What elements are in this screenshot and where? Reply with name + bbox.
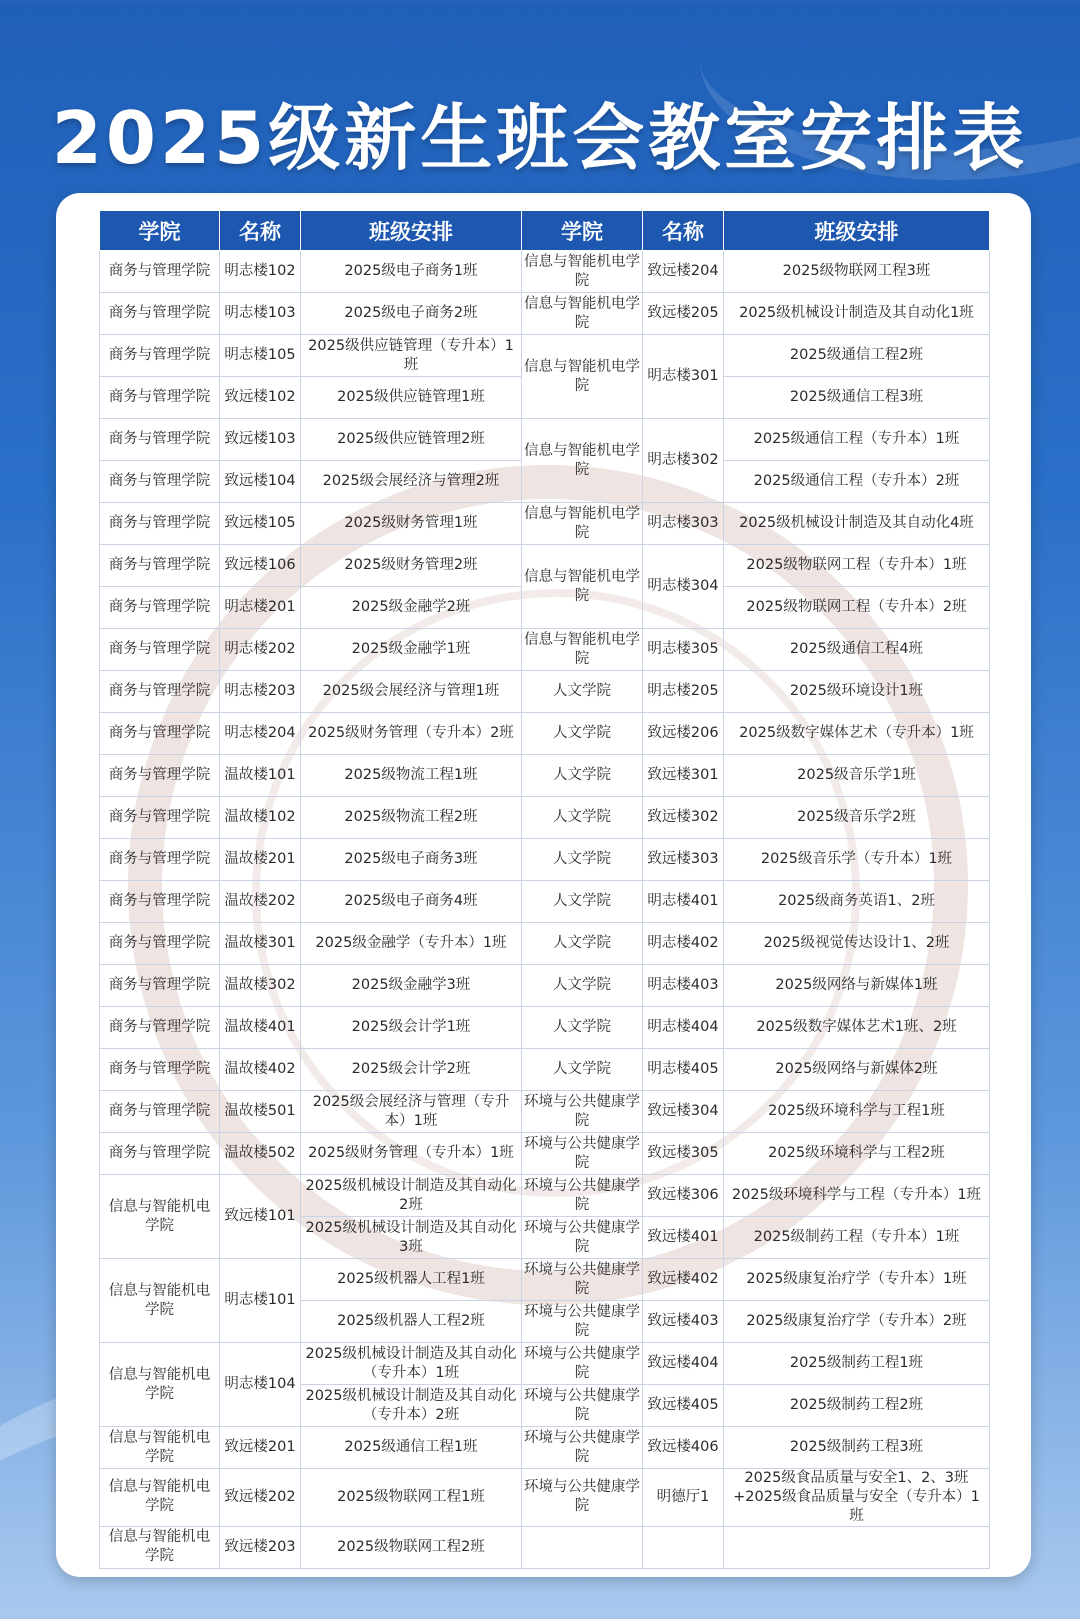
class-cell: 2025级商务英语1、2班 xyxy=(724,881,990,923)
college-cell: 人文学院 xyxy=(522,713,643,755)
room-cell: 明志楼204 xyxy=(220,713,301,755)
class-cell: 2025级机器人工程2班 xyxy=(301,1301,522,1343)
room-cell: 致远楼406 xyxy=(643,1427,724,1469)
room-cell: 致远楼201 xyxy=(220,1427,301,1469)
college-cell: 商务与管理学院 xyxy=(100,1049,220,1091)
class-cell xyxy=(724,1526,990,1568)
class-cell: 2025级制药工程3班 xyxy=(724,1427,990,1469)
page-title: 2025级新生班会教室安排表 xyxy=(51,96,1029,180)
college-cell: 信息与智能机电学院 xyxy=(100,1469,220,1527)
room-cell: 明志楼403 xyxy=(643,965,724,1007)
class-cell: 2025级数字媒体艺术1班、2班 xyxy=(724,1007,990,1049)
table-row xyxy=(100,1091,990,1133)
college-cell: 商务与管理学院 xyxy=(100,293,220,335)
room-cell: 致远楼403 xyxy=(643,1301,724,1343)
college-cell: 环境与公共健康学院 xyxy=(522,1217,643,1259)
room-cell: 明志楼303 xyxy=(643,503,724,545)
room-cell: 明志楼304 xyxy=(643,545,724,629)
class-cell: 2025级会展经济与管理1班 xyxy=(301,671,522,713)
room-cell: 温故楼102 xyxy=(220,797,301,839)
table-row xyxy=(100,1133,990,1175)
college-cell: 商务与管理学院 xyxy=(100,965,220,1007)
class-cell: 2025级会计学2班 xyxy=(301,1049,522,1091)
table-row xyxy=(100,503,990,545)
table-row xyxy=(100,545,990,587)
college-cell: 商务与管理学院 xyxy=(100,461,220,503)
table-row xyxy=(100,1007,990,1049)
room-cell: 明志楼301 xyxy=(643,335,724,419)
table-row xyxy=(100,251,990,293)
college-cell: 信息与智能机电学院 xyxy=(522,293,643,335)
table-row xyxy=(100,1175,990,1217)
college-cell: 商务与管理学院 xyxy=(100,545,220,587)
table-row xyxy=(100,1427,990,1469)
class-cell: 2025级电子商务3班 xyxy=(301,839,522,881)
college-cell: 环境与公共健康学院 xyxy=(522,1259,643,1301)
room-cell: 明志楼201 xyxy=(220,587,301,629)
class-cell: 2025级金融学2班 xyxy=(301,587,522,629)
class-cell: 2025级通信工程2班 xyxy=(724,335,990,377)
class-cell: 2025级网络与新媒体1班 xyxy=(724,965,990,1007)
header-room: 名称 xyxy=(643,211,724,251)
college-cell: 人文学院 xyxy=(522,881,643,923)
class-cell: 2025级机器人工程1班 xyxy=(301,1259,522,1301)
class-cell: 2025级财务管理（专升本）1班 xyxy=(301,1133,522,1175)
room-cell: 致远楼204 xyxy=(643,251,724,293)
class-cell: 2025级供应链管理（专升本）1班 xyxy=(301,335,522,377)
table-header-row xyxy=(100,211,990,251)
table-row xyxy=(100,965,990,1007)
room-cell: 致远楼106 xyxy=(220,545,301,587)
table-row xyxy=(100,419,990,461)
class-cell: 2025级金融学（专升本）1班 xyxy=(301,923,522,965)
college-cell xyxy=(522,1526,643,1568)
class-cell: 2025级制药工程（专升本）1班 xyxy=(724,1217,990,1259)
class-cell: 2025级机械设计制造及其自动化1班 xyxy=(724,293,990,335)
class-cell: 2025级物流工程1班 xyxy=(301,755,522,797)
class-cell: 2025级机械设计制造及其自动化3班 xyxy=(301,1217,522,1259)
room-cell: 温故楼101 xyxy=(220,755,301,797)
room-cell: 温故楼302 xyxy=(220,965,301,1007)
class-cell: 2025级会计学1班 xyxy=(301,1007,522,1049)
room-cell: 明志楼302 xyxy=(643,419,724,503)
college-cell: 商务与管理学院 xyxy=(100,251,220,293)
room-cell: 致远楼104 xyxy=(220,461,301,503)
college-cell: 商务与管理学院 xyxy=(100,419,220,461)
college-cell: 信息与智能机电学院 xyxy=(522,335,643,419)
class-cell: 2025级电子商务2班 xyxy=(301,293,522,335)
table-row xyxy=(100,1526,990,1568)
room-cell: 明志楼203 xyxy=(220,671,301,713)
header-room: 名称 xyxy=(220,211,301,251)
class-cell: 2025级通信工程1班 xyxy=(301,1427,522,1469)
table-row xyxy=(100,1259,990,1301)
class-cell: 2025级电子商务1班 xyxy=(301,251,522,293)
class-cell: 2025级物联网工程（专升本）1班 xyxy=(724,545,990,587)
class-cell: 2025级财务管理1班 xyxy=(301,503,522,545)
class-cell: 2025级电子商务4班 xyxy=(301,881,522,923)
header-class: 班级安排 xyxy=(724,211,990,251)
room-cell: 明志楼205 xyxy=(643,671,724,713)
table-row xyxy=(100,713,990,755)
class-cell: 2025级制药工程1班 xyxy=(724,1343,990,1385)
room-cell: 致远楼206 xyxy=(643,713,724,755)
class-cell: 2025级环境设计1班 xyxy=(724,671,990,713)
college-cell: 信息与智能机电学院 xyxy=(100,1427,220,1469)
college-cell: 环境与公共健康学院 xyxy=(522,1385,643,1427)
college-cell: 人文学院 xyxy=(522,755,643,797)
college-cell: 信息与智能机电学院 xyxy=(100,1526,220,1568)
college-cell: 商务与管理学院 xyxy=(100,1091,220,1133)
class-cell: 2025级制药工程2班 xyxy=(724,1385,990,1427)
class-cell: 2025级会展经济与管理2班 xyxy=(301,461,522,503)
class-cell: 2025级供应链管理2班 xyxy=(301,419,522,461)
class-cell: 2025级通信工程3班 xyxy=(724,377,990,419)
header-class: 班级安排 xyxy=(301,211,522,251)
room-cell: 致远楼302 xyxy=(643,797,724,839)
college-cell: 商务与管理学院 xyxy=(100,335,220,377)
class-cell: 2025级物联网工程1班 xyxy=(301,1469,522,1527)
room-cell: 致远楼202 xyxy=(220,1469,301,1527)
room-cell xyxy=(643,1526,724,1568)
room-cell: 温故楼301 xyxy=(220,923,301,965)
class-cell: 2025级通信工程4班 xyxy=(724,629,990,671)
class-cell: 2025级音乐学（专升本）1班 xyxy=(724,839,990,881)
college-cell: 商务与管理学院 xyxy=(100,881,220,923)
class-cell: 2025级音乐学1班 xyxy=(724,755,990,797)
room-cell: 致远楼301 xyxy=(643,755,724,797)
room-cell: 致远楼102 xyxy=(220,377,301,419)
college-cell: 人文学院 xyxy=(522,1049,643,1091)
college-cell: 信息与智能机电学院 xyxy=(100,1343,220,1427)
table-row xyxy=(100,335,990,377)
room-cell: 明志楼405 xyxy=(643,1049,724,1091)
room-cell: 明志楼305 xyxy=(643,629,724,671)
table-row xyxy=(100,839,990,881)
college-cell: 环境与公共健康学院 xyxy=(522,1175,643,1217)
class-cell: 2025级康复治疗学（专升本）1班 xyxy=(724,1259,990,1301)
header-college: 学院 xyxy=(522,211,643,251)
table-row xyxy=(100,1049,990,1091)
college-cell: 环境与公共健康学院 xyxy=(522,1133,643,1175)
table-row xyxy=(100,881,990,923)
room-cell: 明志楼402 xyxy=(643,923,724,965)
class-cell: 2025级环境科学与工程2班 xyxy=(724,1133,990,1175)
room-cell: 致远楼404 xyxy=(643,1343,724,1385)
room-cell: 明志楼102 xyxy=(220,251,301,293)
table-row xyxy=(100,629,990,671)
college-cell: 环境与公共健康学院 xyxy=(522,1343,643,1385)
room-cell: 致远楼205 xyxy=(643,293,724,335)
room-cell: 明志楼103 xyxy=(220,293,301,335)
college-cell: 信息与智能机电学院 xyxy=(100,1259,220,1343)
class-cell: 2025级网络与新媒体2班 xyxy=(724,1049,990,1091)
classroom-schedule-table xyxy=(99,210,990,1569)
room-cell: 致远楼304 xyxy=(643,1091,724,1133)
class-cell: 2025级通信工程（专升本）2班 xyxy=(724,461,990,503)
college-cell: 商务与管理学院 xyxy=(100,755,220,797)
room-cell: 温故楼502 xyxy=(220,1133,301,1175)
class-cell: 2025级财务管理2班 xyxy=(301,545,522,587)
college-cell: 商务与管理学院 xyxy=(100,797,220,839)
room-cell: 致远楼305 xyxy=(643,1133,724,1175)
room-cell: 温故楼202 xyxy=(220,881,301,923)
class-cell: 2025级物流工程2班 xyxy=(301,797,522,839)
room-cell: 温故楼501 xyxy=(220,1091,301,1133)
college-cell: 环境与公共健康学院 xyxy=(522,1427,643,1469)
college-cell: 商务与管理学院 xyxy=(100,923,220,965)
class-cell: 2025级金融学3班 xyxy=(301,965,522,1007)
table-row xyxy=(100,293,990,335)
college-cell: 商务与管理学院 xyxy=(100,629,220,671)
college-cell: 信息与智能机电学院 xyxy=(522,629,643,671)
class-cell: 2025级环境科学与工程（专升本）1班 xyxy=(724,1175,990,1217)
room-cell: 明志楼105 xyxy=(220,335,301,377)
college-cell: 人文学院 xyxy=(522,923,643,965)
class-cell: 2025级机械设计制造及其自动化（专升本）2班 xyxy=(301,1385,522,1427)
room-cell: 温故楼401 xyxy=(220,1007,301,1049)
class-cell: 2025级康复治疗学（专升本）2班 xyxy=(724,1301,990,1343)
room-cell: 明德厅1 xyxy=(643,1469,724,1527)
class-cell: 2025级财务管理（专升本）2班 xyxy=(301,713,522,755)
table-row xyxy=(100,755,990,797)
class-cell: 2025级环境科学与工程1班 xyxy=(724,1091,990,1133)
class-cell: 2025级金融学1班 xyxy=(301,629,522,671)
college-cell: 信息与智能机电学院 xyxy=(522,503,643,545)
college-cell: 商务与管理学院 xyxy=(100,713,220,755)
class-cell: 2025级机械设计制造及其自动化2班 xyxy=(301,1175,522,1217)
header-college: 学院 xyxy=(100,211,220,251)
class-cell: 2025级食品质量与安全1、2、3班+2025级食品质量与安全（专升本）1班 xyxy=(724,1469,990,1527)
table-body xyxy=(100,251,990,1569)
room-cell: 明志楼404 xyxy=(643,1007,724,1049)
college-cell: 人文学院 xyxy=(522,797,643,839)
college-cell: 商务与管理学院 xyxy=(100,587,220,629)
class-cell: 2025级物联网工程2班 xyxy=(301,1526,522,1568)
class-cell: 2025级机械设计制造及其自动化4班 xyxy=(724,503,990,545)
room-cell: 明志楼101 xyxy=(220,1259,301,1343)
class-cell: 2025级物联网工程（专升本）2班 xyxy=(724,587,990,629)
college-cell: 人文学院 xyxy=(522,1007,643,1049)
college-cell: 商务与管理学院 xyxy=(100,503,220,545)
college-cell: 人文学院 xyxy=(522,965,643,1007)
room-cell: 致远楼303 xyxy=(643,839,724,881)
room-cell: 致远楼105 xyxy=(220,503,301,545)
room-cell: 温故楼402 xyxy=(220,1049,301,1091)
room-cell: 致远楼405 xyxy=(643,1385,724,1427)
room-cell: 致远楼402 xyxy=(643,1259,724,1301)
college-cell: 信息与智能机电学院 xyxy=(522,545,643,629)
college-cell: 人文学院 xyxy=(522,671,643,713)
room-cell: 明志楼202 xyxy=(220,629,301,671)
class-cell: 2025级会展经济与管理（专升本）1班 xyxy=(301,1091,522,1133)
room-cell: 致远楼103 xyxy=(220,419,301,461)
class-cell: 2025级供应链管理1班 xyxy=(301,377,522,419)
table-row xyxy=(100,797,990,839)
college-cell: 商务与管理学院 xyxy=(100,839,220,881)
class-cell: 2025级物联网工程3班 xyxy=(724,251,990,293)
room-cell: 明志楼401 xyxy=(643,881,724,923)
room-cell: 致远楼401 xyxy=(643,1217,724,1259)
college-cell: 人文学院 xyxy=(522,839,643,881)
room-cell: 致远楼306 xyxy=(643,1175,724,1217)
room-cell: 致远楼101 xyxy=(220,1175,301,1259)
table-row xyxy=(100,1343,990,1385)
class-cell: 2025级机械设计制造及其自动化（专升本）1班 xyxy=(301,1343,522,1385)
college-cell: 环境与公共健康学院 xyxy=(522,1091,643,1133)
college-cell: 信息与智能机电学院 xyxy=(522,419,643,503)
college-cell: 商务与管理学院 xyxy=(100,671,220,713)
class-cell: 2025级通信工程（专升本）1班 xyxy=(724,419,990,461)
college-cell: 商务与管理学院 xyxy=(100,1007,220,1049)
class-cell: 2025级视觉传达设计1、2班 xyxy=(724,923,990,965)
class-cell: 2025级数字媒体艺术（专升本）1班 xyxy=(724,713,990,755)
college-cell: 环境与公共健康学院 xyxy=(522,1301,643,1343)
college-cell: 环境与公共健康学院 xyxy=(522,1469,643,1527)
college-cell: 信息与智能机电学院 xyxy=(522,251,643,293)
college-cell: 商务与管理学院 xyxy=(100,377,220,419)
class-cell: 2025级音乐学2班 xyxy=(724,797,990,839)
table-row xyxy=(100,1469,990,1527)
room-cell: 致远楼203 xyxy=(220,1526,301,1568)
college-cell: 商务与管理学院 xyxy=(100,1133,220,1175)
table-row xyxy=(100,671,990,713)
table-row xyxy=(100,923,990,965)
room-cell: 温故楼201 xyxy=(220,839,301,881)
room-cell: 明志楼104 xyxy=(220,1343,301,1427)
college-cell: 信息与智能机电学院 xyxy=(100,1175,220,1259)
